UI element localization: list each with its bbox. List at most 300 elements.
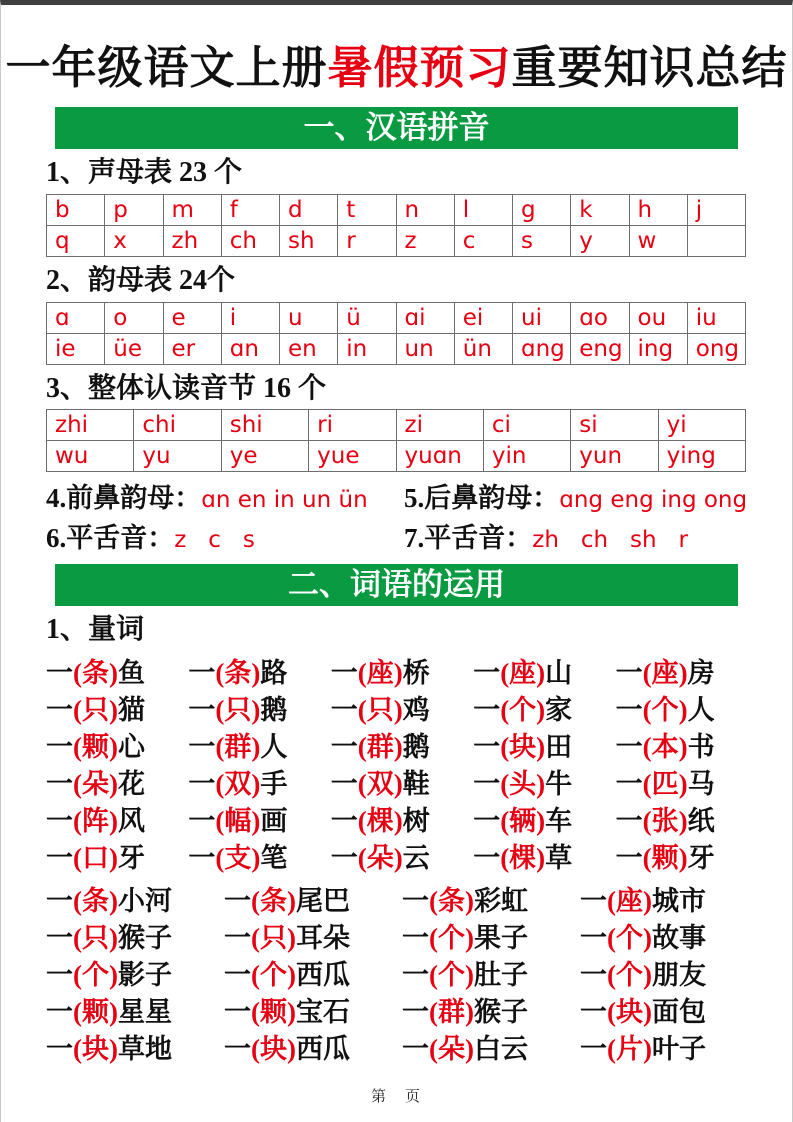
numeral-one: 一 xyxy=(188,732,216,763)
numeral-one: 一 xyxy=(473,695,501,726)
pinyin-cell: i xyxy=(221,302,279,333)
noun: 树 xyxy=(402,806,430,837)
measure-word-item xyxy=(402,954,580,991)
numeral-one: 一 xyxy=(224,960,251,991)
pinyin-cell: ong xyxy=(687,333,745,364)
measure-words-grid-4col xyxy=(46,880,758,1065)
noun: 宝石 xyxy=(295,997,350,1028)
note-back-nasal-label: 5.后鼻韵母： xyxy=(404,483,560,514)
measure-word: (张) xyxy=(642,806,688,837)
measure-words-grid-5col xyxy=(46,652,758,874)
pinyin-cell: in xyxy=(338,333,396,364)
numeral-one: 一 xyxy=(188,658,216,689)
measure-word-item xyxy=(188,726,330,763)
pinyin-cell: üe xyxy=(105,333,163,364)
measure-word: (条) xyxy=(73,658,118,689)
pinyin-cell: yu xyxy=(134,441,221,472)
numeral-one: 一 xyxy=(402,960,429,991)
measure-word-item xyxy=(46,763,188,800)
noun: 影子 xyxy=(117,960,172,991)
measure-word: (座) xyxy=(642,658,688,689)
note-flat-tongue-label: 6.平舌音： xyxy=(46,523,175,554)
numeral-one: 一 xyxy=(473,806,501,837)
initials-table xyxy=(46,194,746,257)
pinyin-cell: ying xyxy=(658,441,745,472)
pinyin-cell: l xyxy=(454,194,512,225)
noun: 草地 xyxy=(117,1034,172,1065)
measure-word: (个) xyxy=(500,695,546,726)
pinyin-cell: j xyxy=(687,194,745,225)
noun: 叶子 xyxy=(651,1034,706,1065)
pinyin-cell: eng xyxy=(571,333,629,364)
pinyin-cell: f xyxy=(221,194,279,225)
measure-word-item xyxy=(46,726,188,763)
measure-word-item xyxy=(46,991,224,1028)
measure-word-item xyxy=(188,837,330,874)
noun: 草 xyxy=(545,843,573,874)
note-front-nasal xyxy=(46,476,404,515)
pinyin-cell: x xyxy=(105,225,163,256)
numeral-one: 一 xyxy=(402,1034,429,1065)
measure-word-item xyxy=(331,837,473,874)
pinyin-cell: o xyxy=(105,302,163,333)
pinyin-row xyxy=(47,302,746,333)
pinyin-cell: un xyxy=(396,333,454,364)
note-flat-tongue xyxy=(46,516,404,555)
measure-word: (朵) xyxy=(429,1034,474,1065)
pinyin-cell: si xyxy=(571,410,658,441)
noun: 果子 xyxy=(473,923,528,954)
note-front-nasal-value: ɑn en in un ün xyxy=(201,487,368,514)
numeral-one: 一 xyxy=(580,997,607,1028)
section-banner-words-label: 二、词语的运用 xyxy=(288,567,505,603)
measure-word: (座) xyxy=(607,886,652,917)
pinyin-cell: c xyxy=(454,225,512,256)
measure-word-item xyxy=(224,880,402,917)
noun: 牙 xyxy=(117,843,145,874)
pinyin-cell: ch xyxy=(221,225,279,256)
numeral-one: 一 xyxy=(580,886,607,917)
measure-word-item xyxy=(331,689,473,726)
measure-word: (片) xyxy=(607,1034,652,1065)
numeral-one: 一 xyxy=(580,1034,607,1065)
measure-word-item xyxy=(402,1028,580,1065)
pinyin-cell: n xyxy=(396,194,454,225)
measure-word-item xyxy=(402,880,580,917)
pinyin-cell: ui xyxy=(513,302,571,333)
numeral-one: 一 xyxy=(615,806,643,837)
measure-word-item xyxy=(331,800,473,837)
measure-word-item xyxy=(580,917,758,954)
finals-table xyxy=(46,302,746,365)
noun: 牙 xyxy=(687,843,715,874)
measure-word-item xyxy=(473,800,615,837)
noun: 彩虹 xyxy=(473,886,528,917)
noun: 房 xyxy=(687,658,715,689)
section-banner-pinyin xyxy=(55,107,738,149)
numeral-one: 一 xyxy=(46,1034,73,1065)
noun: 城市 xyxy=(651,886,706,917)
pinyin-cell: yin xyxy=(483,441,570,472)
measure-word-item xyxy=(580,880,758,917)
measure-word: (颗) xyxy=(642,843,688,874)
measure-word: (个) xyxy=(607,960,652,991)
noun: 心 xyxy=(117,732,145,763)
pinyin-cell: zh xyxy=(163,225,221,256)
pinyin-cell: d xyxy=(280,194,338,225)
note-front-nasal-label: 4.前鼻韵母： xyxy=(46,483,202,514)
numeral-one: 一 xyxy=(615,695,643,726)
measure-word-item xyxy=(402,917,580,954)
pinyin-cell: ɑng xyxy=(513,333,571,364)
measure-word: (块) xyxy=(73,1034,118,1065)
finals-heading: 2、韵母表 24个 xyxy=(46,264,236,296)
numeral-one: 一 xyxy=(188,843,216,874)
measure-word: (群) xyxy=(215,732,261,763)
noun: 鞋 xyxy=(402,769,430,800)
numeral-one: 一 xyxy=(46,732,73,763)
measure-word: (群) xyxy=(429,997,474,1028)
pinyin-cell: ɑn xyxy=(221,333,279,364)
measure-word: (只) xyxy=(251,923,296,954)
measure-word: (块) xyxy=(607,997,652,1028)
measure-word: (颗) xyxy=(73,997,118,1028)
numeral-one: 一 xyxy=(46,997,73,1028)
numeral-one: 一 xyxy=(46,806,73,837)
measure-word-item xyxy=(46,689,188,726)
pinyin-cell: ɑ xyxy=(47,302,105,333)
numeral-one: 一 xyxy=(615,658,643,689)
numeral-one: 一 xyxy=(330,769,358,800)
noun: 猴子 xyxy=(117,923,172,954)
measure-word: (只) xyxy=(357,695,403,726)
section-banner-words xyxy=(55,564,738,606)
pinyin-cell: ing xyxy=(629,333,687,364)
note-flat-tongue-value: z c s xyxy=(174,527,255,554)
measure-word: (只) xyxy=(73,923,118,954)
measure-word: (本) xyxy=(642,732,688,763)
pinyin-cell: ei xyxy=(454,302,512,333)
numeral-one: 一 xyxy=(330,732,358,763)
initials-heading: 1、声母表 23 个 xyxy=(46,157,243,188)
measure-word-item xyxy=(331,763,473,800)
numeral-one: 一 xyxy=(188,806,216,837)
measure-word-item xyxy=(46,652,188,689)
title-part-highlight: 暑假预习 xyxy=(327,43,512,93)
noun: 路 xyxy=(260,658,288,689)
pinyin-cell: ie xyxy=(47,333,105,364)
measure-word-item xyxy=(616,800,758,837)
pinyin-cell: yun xyxy=(571,441,658,472)
pinyin-row xyxy=(47,225,746,256)
pinyin-cell: sh xyxy=(280,225,338,256)
numeral-one: 一 xyxy=(402,997,429,1028)
pinyin-cell xyxy=(687,225,745,256)
numeral-one: 一 xyxy=(224,997,251,1028)
page-footer: 第 页 xyxy=(370,1089,422,1105)
pinyin-row xyxy=(47,194,746,225)
measure-word: (条) xyxy=(251,886,296,917)
measure-word: (双) xyxy=(215,769,261,800)
measure-word: (棵) xyxy=(500,843,546,874)
pinyin-cell: z xyxy=(396,225,454,256)
pinyin-cell: b xyxy=(47,194,105,225)
pinyin-cell: zi xyxy=(396,410,483,441)
numeral-one: 一 xyxy=(615,732,643,763)
measure-word-item xyxy=(402,991,580,1028)
measure-word-item xyxy=(188,763,330,800)
syllables-table xyxy=(46,409,746,472)
noun: 面包 xyxy=(651,997,706,1028)
numeral-one: 一 xyxy=(46,886,73,917)
noun: 家 xyxy=(545,695,573,726)
noun: 鹅 xyxy=(260,695,288,726)
noun: 白云 xyxy=(473,1034,528,1065)
noun: 书 xyxy=(687,732,715,763)
numeral-one: 一 xyxy=(330,806,358,837)
measure-word-item xyxy=(46,837,188,874)
measure-word: (口) xyxy=(73,843,118,874)
measure-word-item xyxy=(188,689,330,726)
noun: 鸡 xyxy=(402,695,430,726)
noun: 手 xyxy=(260,769,288,800)
pinyin-cell: q xyxy=(47,225,105,256)
pinyin-cell: g xyxy=(513,194,571,225)
measure-word: (幅) xyxy=(215,806,261,837)
numeral-one: 一 xyxy=(46,923,73,954)
numeral-one: 一 xyxy=(330,658,358,689)
numeral-one: 一 xyxy=(580,960,607,991)
noun: 云 xyxy=(402,843,430,874)
measure-word: (朵) xyxy=(357,843,403,874)
noun: 尾巴 xyxy=(295,886,350,917)
noun: 朋友 xyxy=(651,960,706,991)
measure-word: (支) xyxy=(215,843,261,874)
noun: 耳朵 xyxy=(295,923,350,954)
pinyin-cell: yuɑn xyxy=(396,441,483,472)
numeral-one: 一 xyxy=(615,769,643,800)
numeral-one: 一 xyxy=(580,923,607,954)
numeral-one: 一 xyxy=(615,843,643,874)
noun: 故事 xyxy=(651,923,706,954)
measure-word-item xyxy=(616,837,758,874)
measure-word: (匹) xyxy=(642,769,688,800)
measure-word-item xyxy=(224,1028,402,1065)
numeral-one: 一 xyxy=(224,923,251,954)
measure-word-item xyxy=(580,1028,758,1065)
numeral-one: 一 xyxy=(224,886,251,917)
numeral-one: 一 xyxy=(224,1034,251,1065)
noun: 车 xyxy=(545,806,573,837)
title-part-3: 重要知识总结 xyxy=(511,43,788,93)
numeral-one: 一 xyxy=(46,960,73,991)
measure-word-item xyxy=(331,652,473,689)
noun: 鱼 xyxy=(117,658,145,689)
measure-word-item xyxy=(331,726,473,763)
numeral-one: 一 xyxy=(330,843,358,874)
note-back-nasal-value: ɑng eng ing ong xyxy=(559,487,748,514)
syllables-heading: 3、整体认读音节 16 个 xyxy=(46,372,327,404)
measure-word: (阵) xyxy=(73,806,118,837)
pinyin-cell: r xyxy=(338,225,396,256)
measure-word: (条) xyxy=(215,658,261,689)
numeral-one: 一 xyxy=(330,695,358,726)
measure-word: (颗) xyxy=(251,997,296,1028)
pinyin-cell: iu xyxy=(687,302,745,333)
noun: 纸 xyxy=(687,806,715,837)
pinyin-cell: t xyxy=(338,194,396,225)
measure-word-item xyxy=(616,726,758,763)
measure-word: (条) xyxy=(429,886,474,917)
noun: 画 xyxy=(260,806,288,837)
numeral-one: 一 xyxy=(46,695,73,726)
pinyin-cell: ou xyxy=(629,302,687,333)
numeral-one: 一 xyxy=(46,843,73,874)
pinyin-row xyxy=(47,441,746,472)
measure-word: (条) xyxy=(73,886,118,917)
pinyin-cell: u xyxy=(280,302,338,333)
measure-word-item xyxy=(224,917,402,954)
measure-word: (只) xyxy=(73,695,118,726)
measure-word-item xyxy=(224,954,402,991)
noun: 西瓜 xyxy=(295,960,350,991)
measure-word: (个) xyxy=(642,695,688,726)
measure-word: (个) xyxy=(251,960,296,991)
pinyin-cell: s xyxy=(513,225,571,256)
numeral-one: 一 xyxy=(473,732,501,763)
note-retroflex-value: zh ch sh r xyxy=(532,527,688,554)
measure-word-item xyxy=(580,991,758,1028)
measure-word: (颗) xyxy=(73,732,118,763)
page-title xyxy=(1,41,792,95)
measure-word: (棵) xyxy=(357,806,403,837)
notes-line-1 xyxy=(46,476,792,512)
notes-line-2 xyxy=(46,516,792,552)
numeral-one: 一 xyxy=(402,886,429,917)
noun: 猫 xyxy=(117,695,145,726)
note-retroflex xyxy=(404,516,688,555)
pinyin-cell: e xyxy=(163,302,221,333)
noun: 笔 xyxy=(260,843,288,874)
pinyin-cell: ɑo xyxy=(571,302,629,333)
measure-word-item xyxy=(46,954,224,991)
measure-word-item xyxy=(473,652,615,689)
measure-word-item xyxy=(46,800,188,837)
measure-word-item xyxy=(473,726,615,763)
noun: 人 xyxy=(687,695,715,726)
measure-word: (双) xyxy=(357,769,403,800)
pinyin-cell: k xyxy=(571,194,629,225)
note-back-nasal xyxy=(404,476,747,515)
measure-word-item xyxy=(46,1028,224,1065)
pinyin-cell: p xyxy=(105,194,163,225)
measure-word-item xyxy=(473,837,615,874)
pinyin-cell: ci xyxy=(483,410,570,441)
measure-word: (群) xyxy=(357,732,403,763)
measure-word: (块) xyxy=(251,1034,296,1065)
noun: 肚子 xyxy=(473,960,528,991)
noun: 田 xyxy=(545,732,573,763)
measure-word: (个) xyxy=(429,960,474,991)
measure-word-item xyxy=(616,763,758,800)
noun: 牛 xyxy=(545,769,573,800)
title-part-1: 一年级语文上册 xyxy=(5,43,328,93)
pinyin-cell: wu xyxy=(47,441,134,472)
numeral-one: 一 xyxy=(188,695,216,726)
measure-word-item xyxy=(224,991,402,1028)
noun: 星星 xyxy=(117,997,172,1028)
noun: 桥 xyxy=(402,658,430,689)
numeral-one: 一 xyxy=(402,923,429,954)
measure-word: (座) xyxy=(357,658,403,689)
pinyin-cell: yi xyxy=(658,410,745,441)
numeral-one: 一 xyxy=(473,843,501,874)
pinyin-cell: ye xyxy=(221,441,308,472)
pinyin-cell: h xyxy=(629,194,687,225)
measure-word-item xyxy=(616,652,758,689)
noun: 花 xyxy=(117,769,145,800)
noun: 鹅 xyxy=(402,732,430,763)
numeral-one: 一 xyxy=(188,769,216,800)
noun: 西瓜 xyxy=(295,1034,350,1065)
pinyin-cell: ü xyxy=(338,302,396,333)
pinyin-row xyxy=(47,333,746,364)
measure-word: (个) xyxy=(429,923,474,954)
pinyin-cell: zhi xyxy=(47,410,134,441)
measure-word-item xyxy=(580,954,758,991)
noun: 猴子 xyxy=(473,997,528,1028)
pinyin-cell: ri xyxy=(309,410,396,441)
measure-word: (个) xyxy=(607,923,652,954)
measure-word: (朵) xyxy=(73,769,118,800)
pinyin-cell: y xyxy=(571,225,629,256)
measure-word: (个) xyxy=(73,960,118,991)
measure-word: (辆) xyxy=(500,806,546,837)
noun: 山 xyxy=(545,658,573,689)
noun: 马 xyxy=(687,769,715,800)
noun: 小河 xyxy=(117,886,172,917)
numeral-one: 一 xyxy=(46,658,73,689)
measure-word-item xyxy=(616,689,758,726)
pinyin-cell: w xyxy=(629,225,687,256)
pinyin-cell: m xyxy=(163,194,221,225)
measure-word: (头) xyxy=(500,769,546,800)
pinyin-cell: shi xyxy=(221,410,308,441)
measure-word-item xyxy=(46,917,224,954)
noun: 人 xyxy=(260,732,288,763)
pinyin-cell: yue xyxy=(309,441,396,472)
pinyin-cell: chi xyxy=(134,410,221,441)
measure-word-item xyxy=(473,689,615,726)
noun: 风 xyxy=(117,806,145,837)
measure-word-item xyxy=(46,880,224,917)
pinyin-cell: ün xyxy=(454,333,512,364)
pinyin-cell: er xyxy=(163,333,221,364)
numeral-one: 一 xyxy=(473,658,501,689)
measure-word: (只) xyxy=(215,695,261,726)
note-retroflex-label: 7.平舌音： xyxy=(404,523,533,554)
measure-words-heading: 1、量词 xyxy=(46,614,145,646)
numeral-one: 一 xyxy=(46,769,73,800)
pinyin-row xyxy=(47,410,746,441)
measure-word-item xyxy=(473,763,615,800)
pinyin-cell: en xyxy=(280,333,338,364)
section-banner-pinyin-label: 一、汉语拼音 xyxy=(303,110,490,145)
measure-word: (块) xyxy=(500,732,546,763)
pinyin-cell: ɑi xyxy=(396,302,454,333)
measure-word-item xyxy=(188,652,330,689)
measure-word: (座) xyxy=(500,658,546,689)
